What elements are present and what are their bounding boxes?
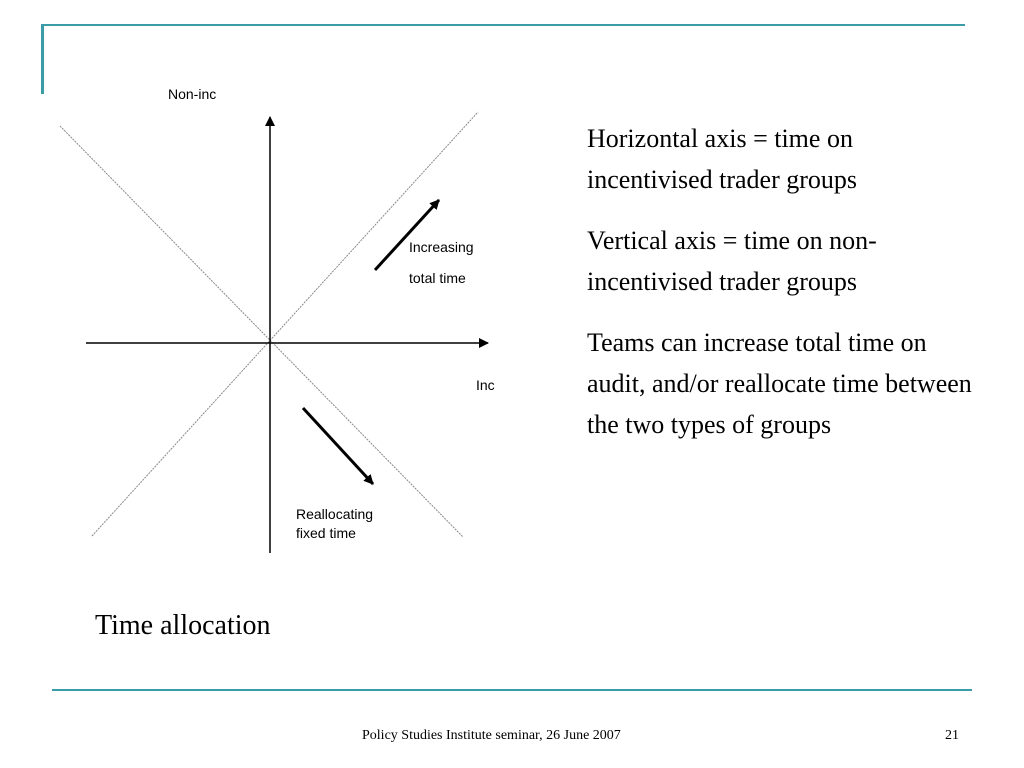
reallocating-label-line2: fixed time — [296, 525, 356, 541]
increasing-label-line2: total time — [409, 270, 466, 286]
increasing-label-line1: Increasing — [409, 239, 474, 255]
bullet-teams: Teams can increase total time on audit, and/or reallocate time between the two types of groups — [587, 328, 972, 439]
page-number: 21 — [945, 728, 959, 743]
diagonal-guide-rising — [92, 112, 478, 536]
reallocating-arrow — [303, 408, 373, 484]
diagonal-guide-falling — [60, 126, 463, 537]
increasing-arrow — [375, 200, 439, 270]
x-axis-label: Inc — [476, 377, 495, 393]
bottom-border-line — [52, 689, 972, 691]
slide-caption: Time allocation — [95, 610, 271, 641]
reallocating-label-line1: Reallocating — [296, 506, 374, 522]
footer-text: Policy Studies Institute seminar, 26 June 2007 — [362, 728, 621, 743]
bullet-list — [587, 118, 977, 465]
y-axis-label: Non-inc — [168, 86, 217, 102]
bullet-horizontal-axis: Horizontal axis = time on incentivised trader groups — [587, 124, 858, 194]
bullet-vertical-axis: Vertical axis = time on non-incentivised trader groups — [587, 226, 877, 296]
